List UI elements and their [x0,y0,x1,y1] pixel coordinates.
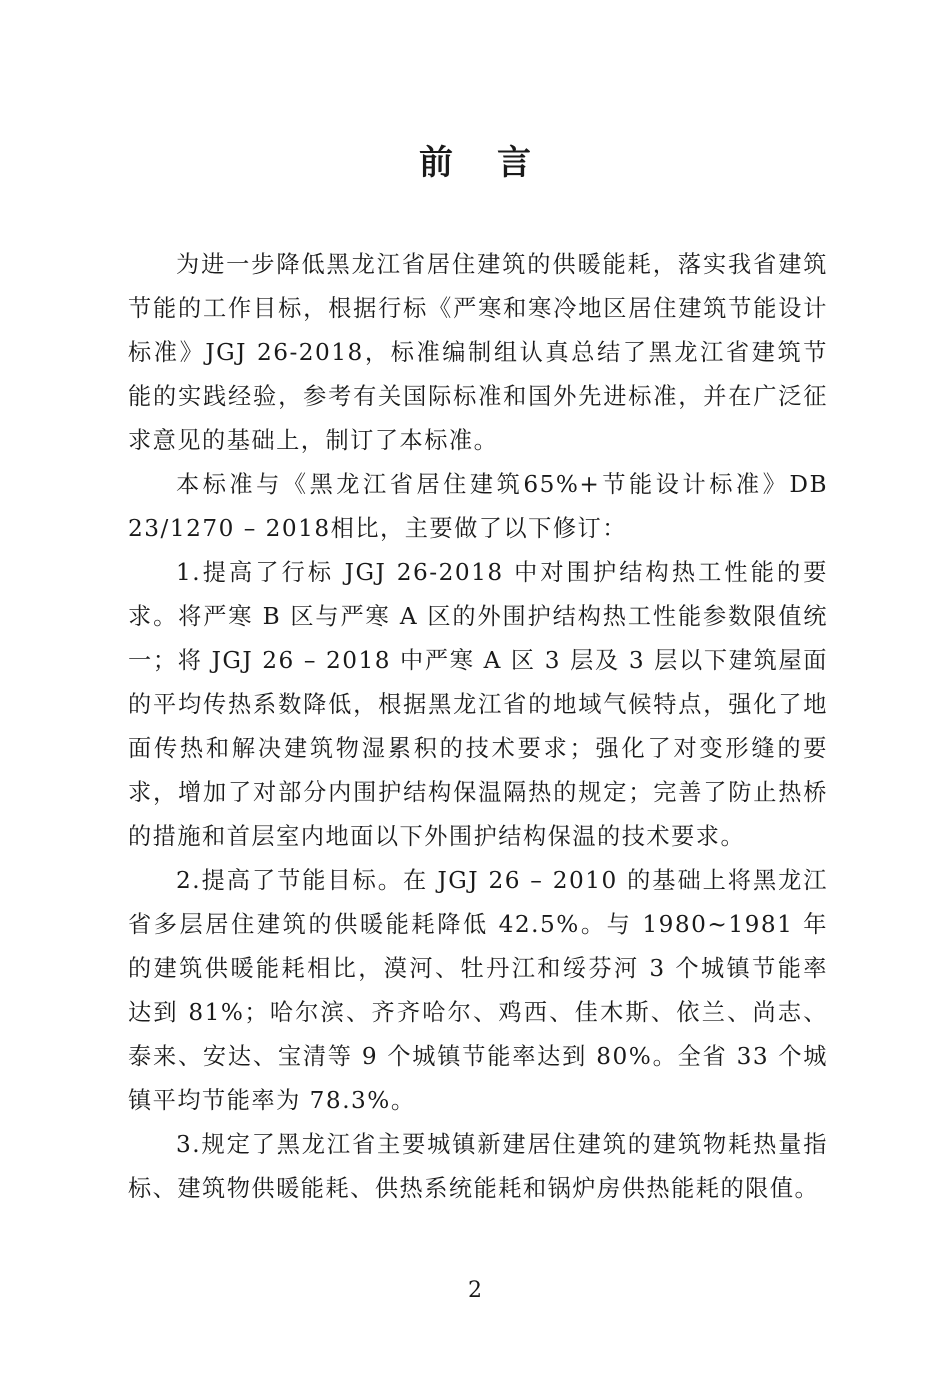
page-title: 前言 [419,143,575,183]
paragraph-revision-3: 3.规定了黑龙江省主要城镇新建居住建筑的建筑物耗热量指标、建筑物供暖能耗、供热系统能耗和锅炉房供热能耗的限值。 [128,1131,828,1202]
paragraph-intro: 为进一步降低黑龙江省居住建筑的供暖能耗，落实我省建筑节能的工作目标，根据行标《严寒和寒冷地区居住建筑节能设计标准》JGJ 26-2018，标准编制组认真总结了黑龙江省建筑节能的实践经验，参考有关国际标准和国外先进标准，并在广泛征求意见的基础上，制订了本标准。 [128,251,828,454]
body-text [128,243,828,1211]
page-number: 2 [468,1278,482,1303]
paragraph-revision-1: 1.提高了行标 JGJ 26-2018 中对围护结构热工性能的要求。将严寒 B 区与严寒 A 区的外围护结构热工性能参数限值统一；将 JGJ 26 – 2018 中严寒 A 区 3 层及 3 层以下建筑屋面的平均传热系数降低，根据黑龙江省的地域气候特点，强化了地面传热和解决建筑物湿累积的技术要求；强化了对变形缝的要求，增加了对部分内围护结构保温隔热的规定；完善了防止热桥的措施和首层室内地面以下外围护结构保温的技术要求。 [128,559,828,850]
paragraph-comparison: 本标准与《黑龙江省居住建筑65%+节能设计标准》DB 23/1270 – 2018相比，主要做了以下修订： [128,471,828,542]
paragraph-revision-2: 2.提高了节能目标。在 JGJ 26 – 2010 的基础上将黑龙江省多层居住建筑的供暖能耗降低 42.5%。与 1980~1981 年的建筑供暖能耗相比，漠河、牡丹江和绥芬河 3 个城镇节能率达到 81%；哈尔滨、齐齐哈尔、鸡西、佳木斯、依兰、尚志、泰来、安达、宝清等 9 个城镇节能率达到 80%。全省 33 个城镇平均节能率为 78.3%。 [128,867,828,1114]
